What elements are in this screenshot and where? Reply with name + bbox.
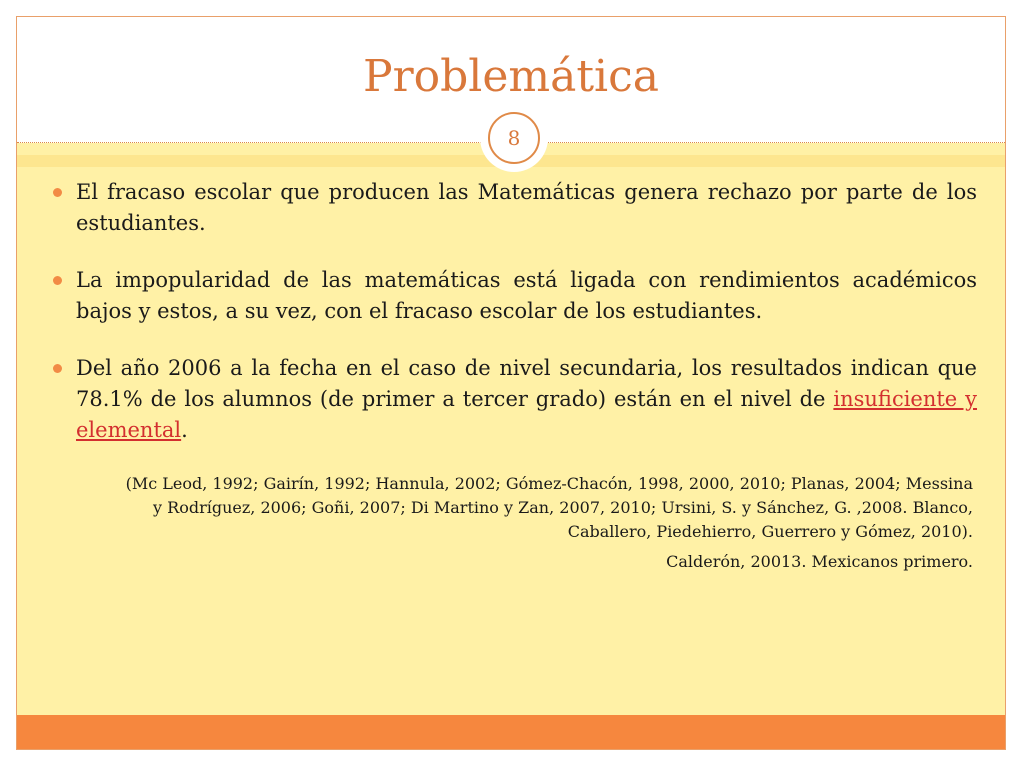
footer-band (17, 715, 1005, 749)
bullet-item (49, 265, 977, 327)
bullet-text-suffix: . (181, 418, 188, 442)
bullet-item (49, 177, 977, 239)
reference-line: y Rodríguez, 2006; Goñi, 2007; Di Martino y Zan, 2007, 2010; Ursini, S. y Sánchez, G. ,2008. Blanco, (153, 498, 973, 517)
bullet-text: El fracaso escolar que producen las Matemáticas genera rechazo por parte de los estudiantes. (76, 180, 977, 235)
bullet-item (49, 353, 977, 446)
bullet-text-prefix: Del año 2006 a la fecha en el caso de nivel secundaria, los resultados indican que 78.1% de los alumnos (de primer a tercer grado) están en el nivel de (76, 356, 977, 411)
reference-line: (Mc Leod, 1992; Gairín, 1992; Hannula, 2002; Gómez-Chacón, 1998, 2000, 2010; Planas, 2004; Messina (125, 474, 973, 493)
reference-line: Caballero, Piedehierro, Guerrero y Gómez, 2010). (567, 522, 973, 541)
slide-title: Problemática (363, 51, 659, 102)
insuficiente-link[interactable]: insuficiente y elemental (76, 387, 977, 442)
bullet-text: La impopularidad de las matemáticas está ligada con rendimientos académicos bajos y estos, a su vez, con el fracaso escolar de los estudiantes. (76, 268, 977, 323)
slide-content (49, 177, 977, 574)
bullet-dot-icon (53, 276, 62, 285)
bullet-dot-icon (53, 364, 62, 373)
bullet-dot-icon (53, 188, 62, 197)
slide (16, 16, 1006, 750)
reference-line: Calderón, 20013. Mexicanos primero. (666, 552, 973, 571)
page-number-badge: 8 (488, 112, 540, 164)
references (49, 472, 977, 574)
